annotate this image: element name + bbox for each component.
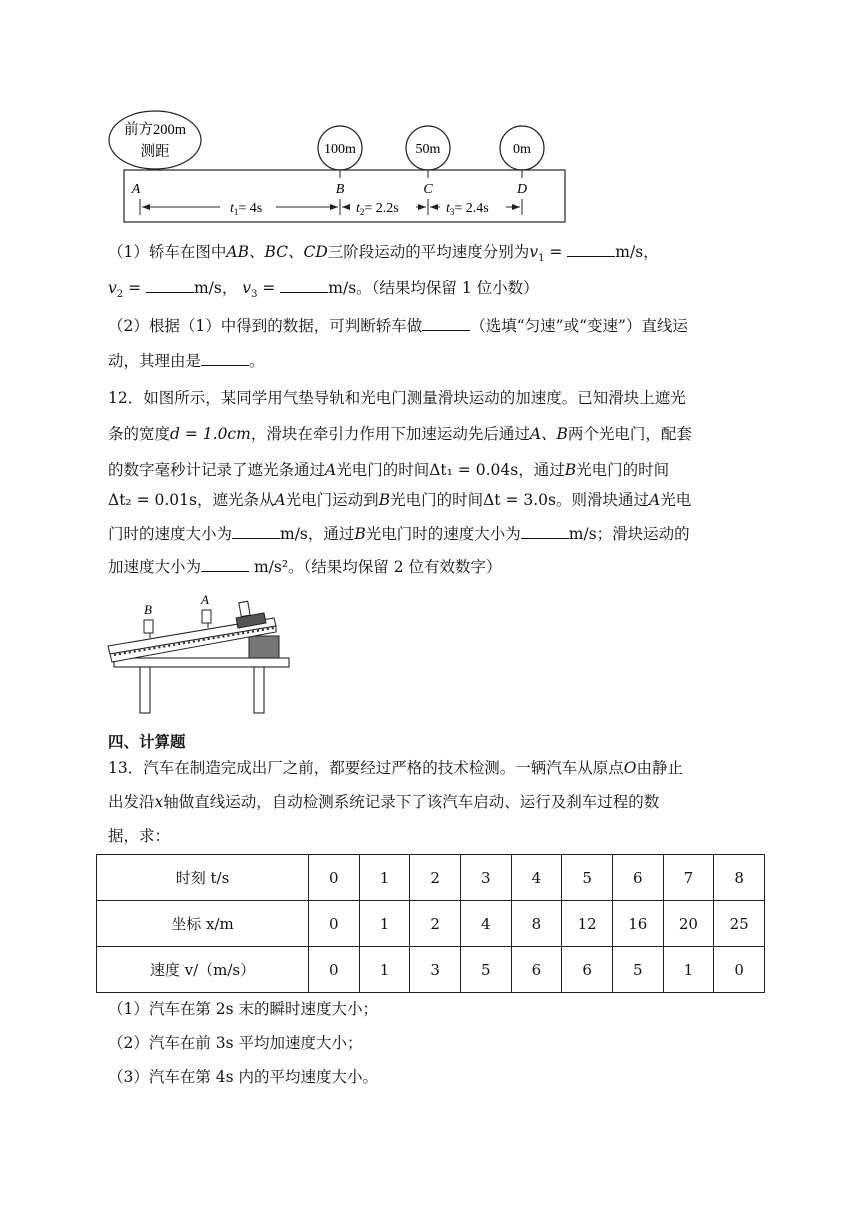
q12-text: ，滑块在牵引力作用下加速运动先后通过 (250, 425, 530, 443)
gate-b-label: B (144, 602, 152, 617)
table-cell: 2 (410, 855, 461, 901)
q12-text: 光电门的时间 (390, 491, 484, 509)
q12-gate: B (354, 525, 366, 543)
front-label-2: 测距 (140, 144, 170, 160)
q13-text: 出发沿 (108, 793, 155, 811)
answer-blank-v1[interactable] (567, 242, 615, 257)
q12-gate: B (378, 491, 391, 509)
table-cell: 3 (460, 855, 511, 901)
q12-line5 (108, 524, 690, 544)
table-header: 速度 v/（m/s） (97, 947, 309, 993)
table-cell: 0 (309, 855, 360, 901)
table-cell: 5 (460, 947, 511, 993)
table-row (97, 855, 765, 901)
q11-part1-line2: $v_2 = m/s$， $v_3 = m/s$。（结果均保留 1 位小数） (108, 279, 539, 301)
point-d: D (516, 182, 528, 197)
q12-unit: m/s² (253, 558, 289, 576)
q12-gates: A、B (529, 425, 568, 443)
q11-segments: AB、BC、CD (226, 243, 328, 261)
table-cell: 5 (562, 855, 613, 901)
q13-sub3: （3）汽车在第 4s 内的平均速度大小。 (108, 1068, 379, 1086)
q13-axis: x (154, 793, 164, 811)
t2-label: $t_2= 2.2s$ (356, 201, 399, 217)
q12-text: 条的宽度 (108, 425, 171, 443)
answer-blank-reason[interactable] (201, 351, 249, 366)
section-title: 四、计算题 (108, 733, 186, 751)
q13-text: 13．汽车在制造完成出厂之前，都要经过严格的技术检测。一辆汽车从原点 (108, 759, 624, 777)
table-cell: 8 (511, 901, 562, 947)
answer-blank-motion-type[interactable] (422, 316, 470, 331)
table-cell: 4 (460, 901, 511, 947)
q13-line1 (108, 758, 683, 778)
table-cell: 5 (612, 947, 663, 993)
q12-dt1: Δt₁ = 0.04s (429, 461, 519, 479)
q12-text: 门时的速度大小为 (108, 525, 233, 543)
table-cell: 3 (410, 947, 461, 993)
table-cell: 0 (309, 947, 360, 993)
point-a: A (131, 182, 141, 197)
q12-gate: A (648, 491, 661, 509)
q12-gate: A (325, 461, 337, 479)
q12-width: d = 1.0cm (170, 425, 251, 443)
t3-label: $t_3= 2.4s$ (446, 201, 489, 217)
q13-text: 由静止 (636, 759, 683, 777)
q12-text: ，遮光条从 (196, 491, 275, 509)
q11-text: 动，其理由是 (108, 352, 202, 370)
q13-line2 (108, 792, 659, 812)
front-range-ellipse (109, 111, 201, 169)
table-cell: 6 (612, 855, 663, 901)
marker-50m-label: 50m (415, 142, 441, 157)
q12-line1: 12．如图所示，某同学用气垫导轨和光电门测量滑块运动的加速度。已知滑块上遮光 (108, 389, 686, 407)
table-cell: 6 (511, 947, 562, 993)
q11-unit: m/s， (193, 279, 238, 297)
q12-text: 光电 (660, 491, 692, 509)
answer-blank-vb[interactable] (521, 524, 569, 539)
q12-gate: A (274, 491, 286, 509)
table-cell: 2 (410, 901, 461, 947)
q12-text: ，通过 (518, 461, 565, 479)
answer-blank-accel[interactable] (201, 557, 249, 572)
road-figure (100, 108, 580, 226)
data-table (96, 854, 765, 993)
air-track-figure (104, 592, 294, 716)
table-cell: 12 (562, 901, 613, 947)
q11-part1-line1: （1）轿车在图中AB、BC、CD三阶段运动的平均速度分别为$v_1 = m/s$， (108, 243, 659, 265)
table-cell: 8 (714, 855, 765, 901)
table-cell: 1 (359, 855, 410, 901)
table-cell: 25 (714, 901, 765, 947)
q12-dt: Δt = 3.0s (483, 491, 556, 509)
q13-origin: O (623, 759, 637, 777)
q11-text: 三阶段运动的平均速度分别为 (327, 243, 530, 261)
q13-line3: 据，求： (108, 827, 171, 845)
table-header: 坐标 x/m (97, 901, 309, 947)
q12-text: 加速度大小为 (108, 558, 202, 576)
answer-blank-va[interactable] (232, 524, 280, 539)
q12-text: 光电门时的速度大小为 (365, 525, 521, 543)
t1-label: $t_1= 4s$ (230, 201, 263, 217)
q12-text: m/s，通过 (280, 525, 355, 543)
q12-line3 (108, 460, 669, 480)
q11-text: （选填“匀速”或“变速”）直线运 (470, 317, 688, 335)
q11-text: （1）轿车在图中 (108, 243, 227, 261)
road-rect (124, 170, 565, 222)
table-cell: 1 (663, 947, 714, 993)
table-cell: 6 (562, 947, 613, 993)
table-cell: 0 (309, 901, 360, 947)
q12-line6 (108, 557, 502, 577)
table-cell: 16 (612, 901, 663, 947)
q11-unit: m/s。（结果均保留 1 位小数） (328, 279, 539, 297)
q12-text: m/s；滑块运动的 (568, 525, 690, 543)
answer-blank-v3[interactable] (280, 278, 328, 293)
q12-gate: B (564, 461, 577, 479)
q12-line4 (108, 490, 691, 510)
q13-sub1: （1）汽车在第 2s 末的瞬时速度大小； (108, 1000, 379, 1018)
q12-text: 光电门的时间 (336, 461, 430, 479)
q11-part2-line2 (108, 351, 265, 371)
q11-text: 。 (249, 352, 265, 370)
point-b: B (335, 182, 345, 197)
q11-part2-line1 (108, 316, 688, 336)
q12-text: 两个光电门，配套 (567, 425, 692, 443)
table-cell: 4 (511, 855, 562, 901)
q13-text: 轴做直线运动，自动检测系统记录下了该汽车启动、运行及刹车过程的数 (163, 793, 660, 811)
marker-0m-label: 0m (513, 142, 531, 157)
q12-text: 光电门的时间 (576, 461, 670, 479)
q12-text: 。（结果均保留 2 位有效数字） (288, 558, 502, 576)
q12-text: 。则滑块通过 (555, 491, 649, 509)
table-cell: 1 (359, 901, 410, 947)
marker-100m-label: 100m (324, 142, 356, 157)
gate-a-label: A (201, 592, 209, 607)
point-c: C (423, 182, 433, 197)
answer-blank-v2[interactable] (146, 278, 194, 293)
table-cell: 7 (663, 855, 714, 901)
q12-text: 光电门运动到 (285, 491, 379, 509)
q11-unit: m/s， (615, 243, 659, 261)
table-row (97, 947, 765, 993)
front-label-1: 前方200m (123, 122, 187, 138)
q13-sub2: （2）汽车在前 3s 平均加速度大小； (108, 1034, 363, 1052)
table-header: 时刻 t/s (97, 855, 309, 901)
table-row (97, 901, 765, 947)
table-cell: 0 (714, 947, 765, 993)
q12-dt2: Δt₂ = 0.01s (108, 491, 197, 509)
table-cell: 1 (359, 947, 410, 993)
q12-line2 (108, 424, 692, 444)
q11-text: （2）根据（1）中得到的数据，可判断轿车做 (108, 317, 423, 335)
table-cell: 20 (663, 901, 714, 947)
q12-text: 的数字毫秒计记录了遮光条通过 (108, 461, 326, 479)
